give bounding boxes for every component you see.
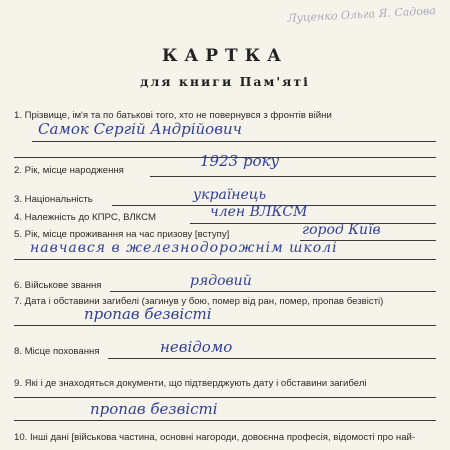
- field-10-label: 10. Інші дані [військова частина, основні нагороди, довоєнна професія, відомості про най-: [14, 432, 416, 443]
- field-7-value: пропав безвісті: [84, 305, 212, 323]
- corner-handwritten-note: Луценко Ольга Я. Садова: [287, 4, 437, 25]
- field-2-value: 1923 року: [200, 152, 280, 170]
- card-subtitle: для книги Пам'яті: [140, 74, 310, 89]
- field-2-line: [150, 176, 436, 177]
- field-8-label: 8. Місце поховання: [14, 346, 100, 357]
- field-5-label: 5. Рік, місце проживання на час призову [вступу]: [14, 229, 230, 240]
- field-7-label: 7. Дата і обставини загибелі (загинув у бою, помер від ран, помер, пропав безвісті): [14, 296, 384, 307]
- field-9-line-2: [14, 420, 436, 421]
- field-9-line: [14, 397, 436, 398]
- field-2-label: 2. Рік, місце народження: [14, 165, 124, 176]
- field-9-label: 9. Які і де знаходяться документи, що підтверджують дату і обставини загибелі: [14, 378, 367, 389]
- field-6-value: рядовий: [190, 273, 252, 289]
- field-1-label: 1. Прізвище, ім'я та по батькові того, хто не повернувся з фронтів війни: [14, 110, 332, 121]
- field-8-value: невідомо: [160, 338, 233, 356]
- field-8-line: [108, 358, 436, 359]
- field-1-line: [32, 141, 436, 142]
- field-6-label: 6. Військове звання: [14, 280, 102, 291]
- card-title: КАРТКА: [161, 46, 289, 66]
- field-9-value: пропав безвісті: [90, 400, 218, 418]
- field-5-value: город Київ: [302, 222, 381, 238]
- field-7-line: [14, 325, 436, 326]
- field-3-label: 3. Національність: [14, 194, 93, 205]
- field-5-value-2: навчався в железнодорожнім школі: [30, 240, 338, 256]
- field-5-line-2: [14, 259, 436, 260]
- field-4-value: член ВЛКСМ: [210, 204, 308, 220]
- field-6-line: [110, 291, 436, 292]
- field-1-value: Самок Сергій Андрійович: [38, 120, 242, 138]
- field-3-value: українець: [193, 187, 267, 203]
- field-4-label: 4. Належність до КПРС, ВЛКСМ: [14, 212, 156, 223]
